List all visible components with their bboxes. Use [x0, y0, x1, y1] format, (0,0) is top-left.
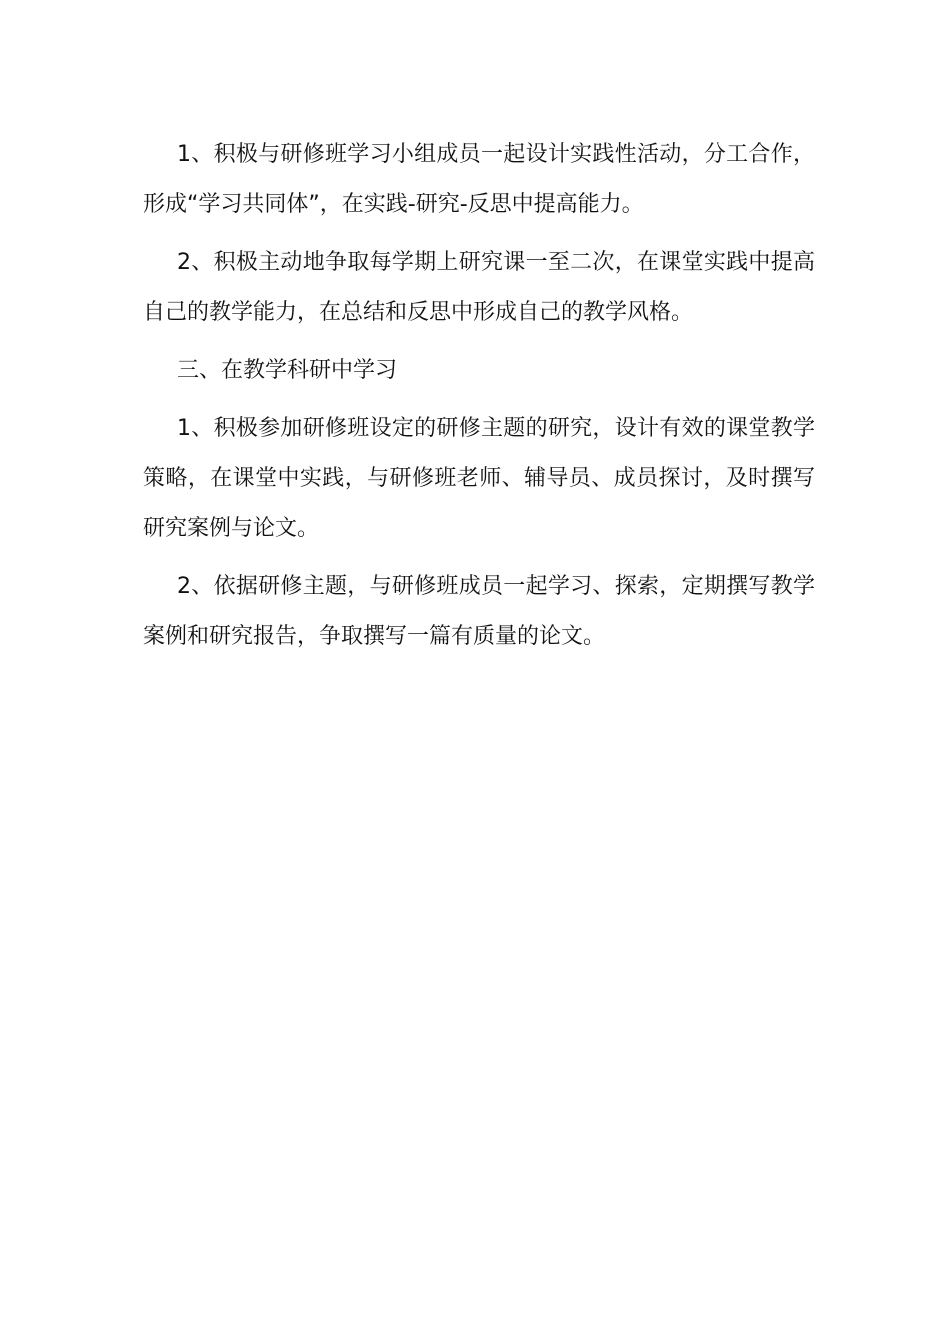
paragraph-collaborative-activity: 1、积极与研修班学习小组成员一起设计实践性活动，分工合作，形成“学习共同体”，在实践-研究-反思中提高能力。	[143, 142, 815, 217]
section-heading-research-learning: 三、在教学科研中学习	[177, 358, 398, 383]
paragraph-research-topic: 1、积极参加研修班设定的研修主题的研究，设计有效的课堂教学策略，在课堂中实践，与研修班老师、辅导员、成员探讨，及时撰写研究案例与论文。	[143, 416, 815, 541]
paragraph-research-lesson: 2、积极主动地争取每学期上研究课一至二次，在课堂实践中提高自己的教学能力，在总结和反思中形成自己的教学风格。	[143, 250, 815, 325]
paragraph-writing-reports: 2、依据研修主题，与研修班成员一起学习、探索，定期撰写教学案例和研究报告，争取撰写一篇有质量的论文。	[143, 574, 815, 649]
document-body	[143, 130, 815, 670]
